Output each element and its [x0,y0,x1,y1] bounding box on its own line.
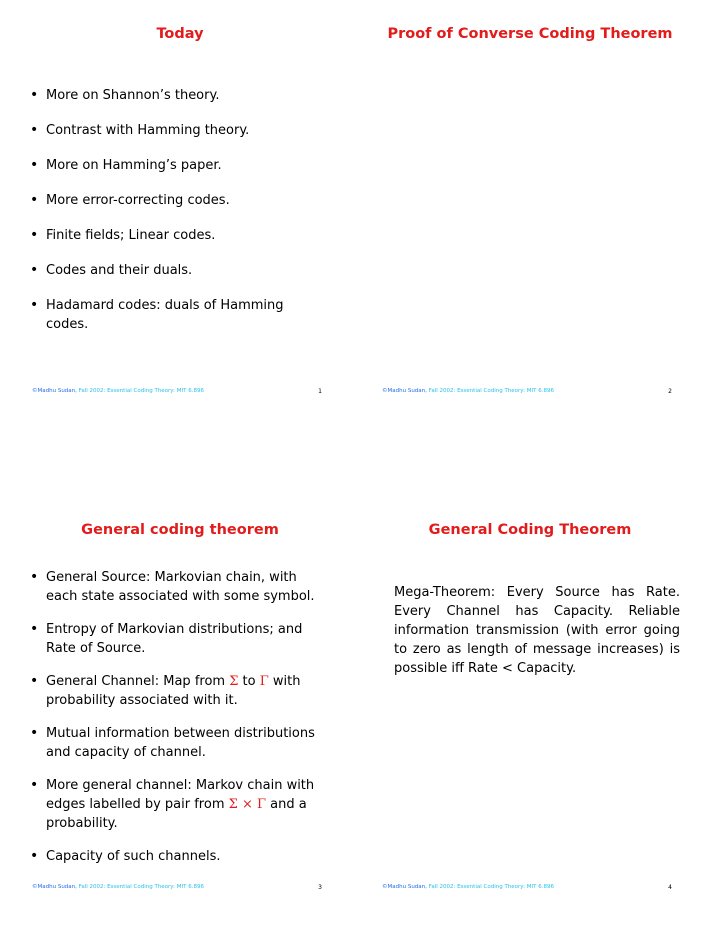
list-item: • Codes and their duals. [30,262,193,278]
bullet-icon: • [30,725,39,741]
list-item: • General Source: Markovian chain, with each state associated with some symbol. [30,569,315,604]
footer-author: ©Madhu Sudan, [32,388,77,394]
bullet-icon: • [30,297,39,313]
sigma-times-gamma: Σ × Γ [228,797,266,812]
footer-author: ©Madhu Sudan, [382,884,427,890]
list-item: • More on Hamming’s paper. [30,157,222,173]
bullet-icon: • [30,87,39,103]
bullet-icon: • [30,621,39,637]
list-item: • Hadamard codes: duals of Hamming codes. [30,297,284,332]
slide-2 [380,0,680,466]
bullet-icon: • [30,673,39,689]
bullet-icon: • [30,262,39,278]
slide-3 [30,466,330,932]
bullet-list [30,86,322,350]
list-item: • Entropy of Markovian distributions; and Rate of Source. [30,621,303,656]
bullet-icon: • [30,227,39,243]
list-item: • More general channel: Markov chain with edges labelled by pair from Σ × Γ and a probability. [30,777,315,831]
footer-author: ©Madhu Sudan, [32,884,77,890]
bullet-icon: • [30,569,39,585]
footer-course: Fall 2002: Essential Coding Theory: MIT 6.896 [76,388,204,394]
footer-course: Fall 2002: Essential Coding Theory: MIT 6.896 [426,388,554,394]
page-number: 3 [318,884,322,891]
list-item: • Contrast with Hamming theory. [30,122,250,138]
page-number: 1 [318,388,322,395]
slide-footer [32,884,322,890]
list-item: • More error-correcting codes. [30,192,230,208]
slide-4 [380,466,680,932]
gamma-symbol: Γ [259,674,269,689]
list-item: • More on Shannon’s theory. [30,87,220,103]
slide-1 [30,0,330,466]
bullet-icon: • [30,192,39,208]
page-number: 2 [668,388,672,395]
footer-course: Fall 2002: Essential Coding Theory: MIT 6.896 [76,884,204,890]
bullet-icon: • [30,777,39,793]
bullet-icon: • [30,122,39,138]
bullet-list [30,568,322,880]
footer-course: Fall 2002: Essential Coding Theory: MIT 6.896 [426,884,554,890]
slide-title: Today [156,26,204,42]
bullet-icon: • [30,848,39,864]
slide-footer [32,388,322,394]
page-number: 4 [668,884,672,891]
slide-footer [382,388,672,394]
slide-title: Proof of Converse Coding Theorem [387,26,673,42]
mega-theorem-paragraph: Mega-Theorem: Every Source has Rate. Every Channel has Capacity. Reliable information transmission (with error going to zero as length of message increases) is possible iff Rate < Capacity. [394,585,680,676]
sigma-symbol: Σ [229,674,239,689]
bullet-icon: • [30,157,39,173]
list-item: • General Channel: Map from Σ to Γ with probability associated with it. [30,673,301,708]
slide-footer [382,884,672,890]
list-item: • Finite fields; Linear codes. [30,227,216,243]
slide-title: General coding theorem [81,522,279,538]
list-item: • Capacity of such channels. [30,848,221,864]
footer-author: ©Madhu Sudan, [382,388,427,394]
list-item: • Mutual information between distributions and capacity of channel. [30,725,315,760]
slide-title: General Coding Theorem [428,522,632,538]
